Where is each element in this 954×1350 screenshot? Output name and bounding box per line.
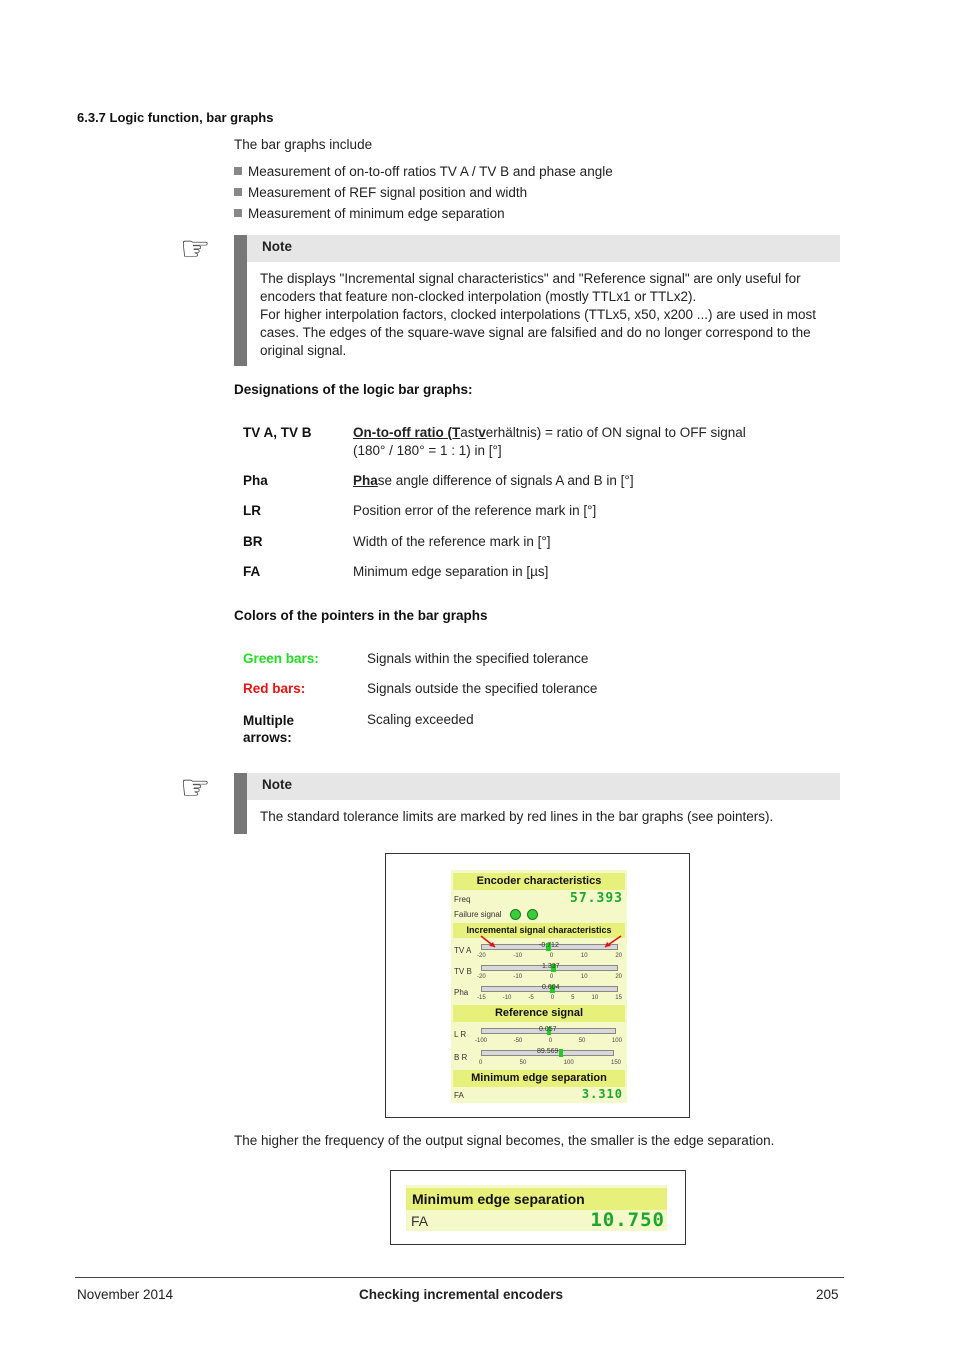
bullet-item: Measurement of minimum edge separation (234, 206, 505, 221)
designation-def: Minimum edge separation in [µs] (353, 564, 549, 579)
footer-rule (75, 1277, 844, 1278)
bar-ticks: 0 50 100 150 (479, 1060, 621, 1066)
note-bar (234, 235, 247, 366)
bar-ticks: -20 -10 0 10 20 (477, 974, 622, 980)
multiple-arrows-term: Multiple arrows: (243, 713, 294, 745)
green-bars-term: Green bars: (243, 651, 319, 666)
bar-value: 0.604 (542, 984, 560, 991)
colors-heading: Colors of the pointers in the bar graphs (234, 608, 488, 623)
encoder-panel (451, 870, 627, 1103)
note-bar (234, 773, 247, 834)
fa-label: FA (411, 1213, 429, 1229)
bar-value: 89.569 (537, 1048, 559, 1055)
edge-separation-text: The higher the frequency of the output signal becomes, the smaller is the edge separation. (234, 1133, 775, 1148)
note-body: The displays "Incremental signal characteristics" and "Reference signal" are only useful for encoders that feature non-clocked interpolation (mostly TTLx1 or TTLx2). For higher interpolation factors, clocked interpolations (TTLx5, x50, x200 ...) are used in most cases. The edges of the square-wave signal are falsified and do no longer correspond to the original signal. (260, 271, 817, 358)
bar-ticks: -20 -10 0 10 20 (477, 953, 622, 959)
bar-label: TV B (454, 967, 472, 976)
designation-term: LR (243, 503, 261, 518)
bar-ticks: -15 -10 -5 0 5 10 15 (477, 995, 622, 1001)
note-heading: Note (247, 235, 840, 262)
min-edge-title: Minimum edge separation (412, 1191, 585, 1207)
freq-label: Freq (454, 895, 471, 904)
bullet-square-icon (234, 188, 242, 196)
encoder-characteristics-header: Encoder characteristics (453, 873, 625, 890)
designation-term: TV A, TV B (243, 425, 312, 440)
designation-term: FA (243, 564, 261, 579)
designation-def: On-to-off ratio (Tastverhältnis) = ratio of ON signal to OFF signal (180° / 180° = 1 : 1) in [°] (353, 425, 746, 458)
designations-heading: Designations of the logic bar graphs: (234, 382, 473, 397)
bar-label: Pha (454, 988, 469, 997)
note-heading: Note (247, 773, 840, 800)
intro-text: The bar graphs include (234, 137, 373, 152)
page-number: 205 (816, 1287, 839, 1302)
color-def: Signals within the specified tolerance (367, 651, 589, 666)
reference-signal-header: Reference signal (453, 1005, 625, 1022)
footer-date: November 2014 (77, 1287, 174, 1302)
section-title: 6.3.7 Logic function, bar graphs (77, 110, 274, 125)
bar-ticks: -100 -50 0 50 100 (475, 1038, 622, 1044)
failure-led-icon (510, 909, 521, 920)
failure-led-icon (527, 909, 538, 920)
fa-value: 10.750 (590, 1209, 665, 1231)
pointing-hand-icon: ☞ (180, 229, 211, 269)
bullet-item: Measurement of on-to-off ratios TV A / TV B and phase angle (234, 164, 613, 179)
scaling-arrows (477, 934, 625, 950)
red-bars-term: Red bars: (243, 681, 306, 696)
bar-value: -0.712 (539, 942, 559, 949)
footer-title: Checking incremental encoders (359, 1287, 564, 1302)
designation-def: Phase angle difference of signals A and B in [°] (353, 473, 634, 488)
min-edge-panel (406, 1185, 667, 1231)
fa-label: FA (454, 1091, 464, 1100)
designation-term: BR (243, 534, 263, 549)
bar-label: B R (454, 1053, 468, 1062)
incremental-signal-header: Incremental signal characteristics (453, 923, 625, 938)
note-body: The standard tolerance limits are marked by red lines in the bar graphs (see pointers). (260, 809, 774, 824)
bullet-square-icon (234, 167, 242, 175)
bar-label: TV A (454, 946, 472, 955)
designation-def: Position error of the reference mark in [°] (353, 503, 597, 518)
designation-term: Pha (243, 473, 268, 488)
bullet-item: Measurement of REF signal position and width (234, 185, 527, 200)
bullet-square-icon (234, 209, 242, 217)
pointing-hand-icon: ☞ (180, 768, 211, 808)
designation-def: Width of the reference mark in [°] (353, 534, 551, 549)
failure-signal-label: Failure signal (454, 910, 502, 919)
min-edge-separation-header: Minimum edge separation (453, 1070, 625, 1087)
freq-value: 57.393 (570, 891, 623, 906)
bar-pointer (559, 1049, 563, 1057)
color-def: Signals outside the specified tolerance (367, 681, 598, 696)
bar-value: 0.057 (539, 1026, 557, 1033)
bar-label: L R (454, 1030, 467, 1039)
bar-value: 1.337 (542, 963, 560, 970)
fa-value: 3.310 (581, 1087, 623, 1101)
color-def: Scaling exceeded (367, 712, 474, 727)
